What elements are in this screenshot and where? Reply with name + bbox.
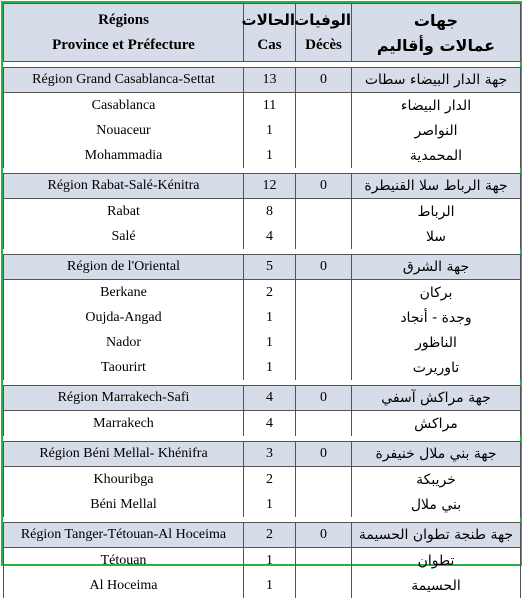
province-row (4, 355, 521, 380)
province-row (4, 93, 521, 119)
region-name-ar: جهة بني ملال خنيفرة (352, 442, 521, 467)
province-deaths (296, 224, 352, 249)
region-cases: 2 (244, 523, 296, 548)
province-cases: 8 (244, 199, 296, 225)
province-name: Mohammadia (4, 143, 244, 168)
region-cases: 3 (244, 442, 296, 467)
region-deaths: 0 (296, 255, 352, 280)
region-deaths: 0 (296, 68, 352, 93)
province-deaths (296, 573, 352, 598)
province-cases: 1 (244, 548, 296, 574)
province-name-ar: تطوان (352, 548, 521, 574)
province-name-ar: وجدة - أنجاد (352, 305, 521, 330)
province-cases: 1 (244, 355, 296, 380)
province-name: Marrakech (4, 411, 244, 437)
province-deaths (296, 492, 352, 517)
province-deaths (296, 467, 352, 493)
province-row (4, 467, 521, 493)
province-name: Béni Mellal (4, 492, 244, 517)
region-name: Région Marrakech-Safi (4, 386, 244, 411)
header-deaths-fr: Décès (296, 33, 351, 58)
province-name: Oujda-Angad (4, 305, 244, 330)
region-cases: 13 (244, 68, 296, 93)
province-name: Khouribga (4, 467, 244, 493)
province-name-ar: الناظور (352, 330, 521, 355)
header-cases-ar: الحالات (244, 8, 295, 33)
region-name-ar: جهة الشرق (352, 255, 521, 280)
province-row (4, 330, 521, 355)
province-cases: 2 (244, 467, 296, 493)
region-row (4, 68, 521, 93)
province-name-ar: تاوريرت (352, 355, 521, 380)
region-name: Région Béni Mellal- Khénifra (4, 442, 244, 467)
header-prefectures-ar-label: عمالات وأقاليم (352, 33, 520, 58)
province-cases: 4 (244, 411, 296, 437)
province-name: Taourirt (4, 355, 244, 380)
province-cases: 1 (244, 492, 296, 517)
province-name-ar: خريبكة (352, 467, 521, 493)
region-cases: 5 (244, 255, 296, 280)
header-deaths-ar: الوفيات (296, 8, 351, 33)
province-name-ar: سلا (352, 224, 521, 249)
province-name: Rabat (4, 199, 244, 225)
province-name: Al Hoceima (4, 573, 244, 598)
province-deaths (296, 411, 352, 437)
province-name: Tétouan (4, 548, 244, 574)
province-name-ar: الحسيمة (352, 573, 521, 598)
province-name: Nouaceur (4, 118, 244, 143)
province-row (4, 143, 521, 168)
province-cases: 4 (244, 224, 296, 249)
province-cases: 2 (244, 280, 296, 306)
province-row (4, 573, 521, 598)
header-cases-fr: Cas (244, 33, 295, 58)
province-cases: 1 (244, 330, 296, 355)
region-deaths: 0 (296, 174, 352, 199)
province-row (4, 118, 521, 143)
header-deaths (296, 4, 352, 62)
province-name-ar: مراكش (352, 411, 521, 437)
header-regions-ar (352, 4, 521, 62)
cases-table (3, 3, 521, 598)
region-name: Région Grand Casablanca-Settat (4, 68, 244, 93)
province-deaths (296, 305, 352, 330)
province-name-ar: بني ملال (352, 492, 521, 517)
header-cases (244, 4, 296, 62)
province-name: Casablanca (4, 93, 244, 119)
province-deaths (296, 330, 352, 355)
province-row (4, 199, 521, 225)
table-body (4, 62, 521, 598)
table-header (4, 4, 521, 62)
province-deaths (296, 118, 352, 143)
province-cases: 1 (244, 118, 296, 143)
header-regions-label: Régions (4, 8, 243, 33)
province-cases: 1 (244, 305, 296, 330)
header-province-label: Province et Préfecture (4, 33, 243, 58)
province-name: Nador (4, 330, 244, 355)
province-name-ar: الرباط (352, 199, 521, 225)
province-cases: 1 (244, 143, 296, 168)
region-deaths: 0 (296, 442, 352, 467)
region-name-ar: جهة الرباط سلا القنيطرة (352, 174, 521, 199)
province-name: Salé (4, 224, 244, 249)
province-name-ar: النواصر (352, 118, 521, 143)
region-deaths: 0 (296, 523, 352, 548)
region-row (4, 174, 521, 199)
province-row (4, 548, 521, 574)
region-name: Région de l'Oriental (4, 255, 244, 280)
province-row (4, 224, 521, 249)
province-deaths (296, 93, 352, 119)
province-deaths (296, 548, 352, 574)
region-name-ar: جهة طنجة تطوان الحسيمة (352, 523, 521, 548)
province-name-ar: الدار البيضاء (352, 93, 521, 119)
province-row (4, 492, 521, 517)
region-name: Région Tanger-Tétouan-Al Hoceima (4, 523, 244, 548)
region-row (4, 255, 521, 280)
region-row (4, 523, 521, 548)
province-name: Berkane (4, 280, 244, 306)
region-name-ar: جهة مراكش آسفي (352, 386, 521, 411)
region-name-ar: جهة الدار البيضاء سطات (352, 68, 521, 93)
table-frame (1, 1, 522, 566)
header-regions-ar-label: جهات (352, 8, 520, 33)
region-cases: 12 (244, 174, 296, 199)
province-row (4, 305, 521, 330)
region-cases: 4 (244, 386, 296, 411)
province-deaths (296, 355, 352, 380)
region-row (4, 442, 521, 467)
province-deaths (296, 280, 352, 306)
region-deaths: 0 (296, 386, 352, 411)
province-cases: 1 (244, 573, 296, 598)
province-deaths (296, 199, 352, 225)
province-deaths (296, 143, 352, 168)
province-row (4, 411, 521, 437)
header-regions (4, 4, 244, 62)
region-row (4, 386, 521, 411)
province-row (4, 280, 521, 306)
province-cases: 11 (244, 93, 296, 119)
region-name: Région Rabat-Salé-Kénitra (4, 174, 244, 199)
province-name-ar: المحمدية (352, 143, 521, 168)
province-name-ar: بركان (352, 280, 521, 306)
